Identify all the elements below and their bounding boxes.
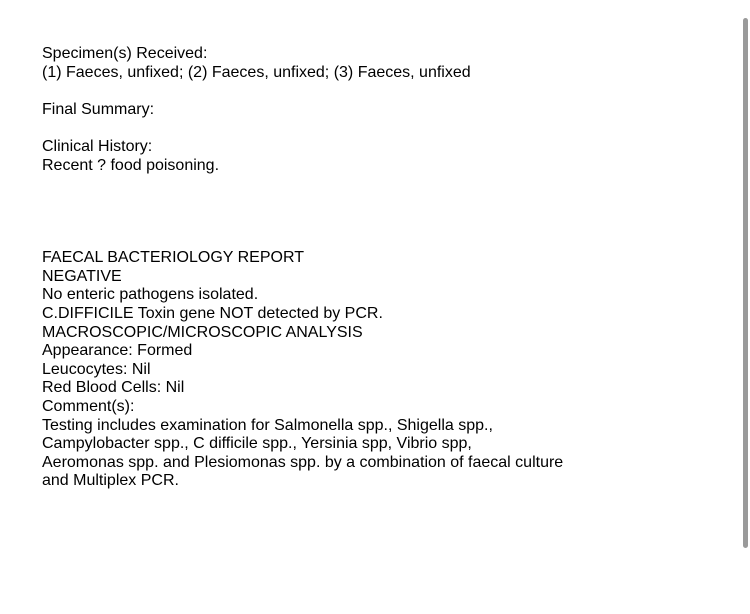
clinical-history-value: Recent ? food poisoning. <box>42 156 220 174</box>
comment-line: Aeromonas spp. and Plesiomonas spp. by a combination of faecal culture <box>42 453 564 471</box>
spacer <box>42 119 722 138</box>
specimens-value: (1) Faeces, unfixed; (2) Faeces, unfixed; (3) Faeces, unfixed <box>42 63 471 81</box>
red-blood-cells-line: Red Blood Cells: Nil <box>42 379 185 397</box>
comment-line: and Multiplex PCR. <box>42 472 179 490</box>
report-title: FAECAL BACTERIOLOGY REPORT <box>42 249 304 267</box>
report-result: NEGATIVE <box>42 267 122 285</box>
comment-line: Campylobacter spp., C difficile spp., Yersinia spp, Vibrio spp, <box>42 435 472 453</box>
comment-line: Testing includes examination for Salmonella spp., Shigella spp., <box>42 416 493 434</box>
pathogens-line: No enteric pathogens isolated. <box>42 286 259 304</box>
comments-heading: Comment(s): <box>42 397 135 415</box>
appearance-line: Appearance: Formed <box>42 342 193 360</box>
vertical-scrollbar[interactable] <box>740 0 750 614</box>
analysis-heading: MACROSCOPIC/MICROSCOPIC ANALYSIS <box>42 323 363 341</box>
specimens-heading: Specimen(s) Received: <box>42 45 208 62</box>
cdiff-line: C.DIFFICILE Toxin gene NOT detected by PCR. <box>42 304 383 322</box>
leucocytes-line: Leucocytes: Nil <box>42 360 151 378</box>
final-summary-heading: Final Summary: <box>42 100 155 118</box>
spacer <box>42 82 722 101</box>
clinical-history-heading: Clinical History: <box>42 137 153 155</box>
spacer <box>42 175 722 249</box>
lab-report <box>42 45 722 491</box>
scrollbar-thumb[interactable] <box>743 18 748 548</box>
